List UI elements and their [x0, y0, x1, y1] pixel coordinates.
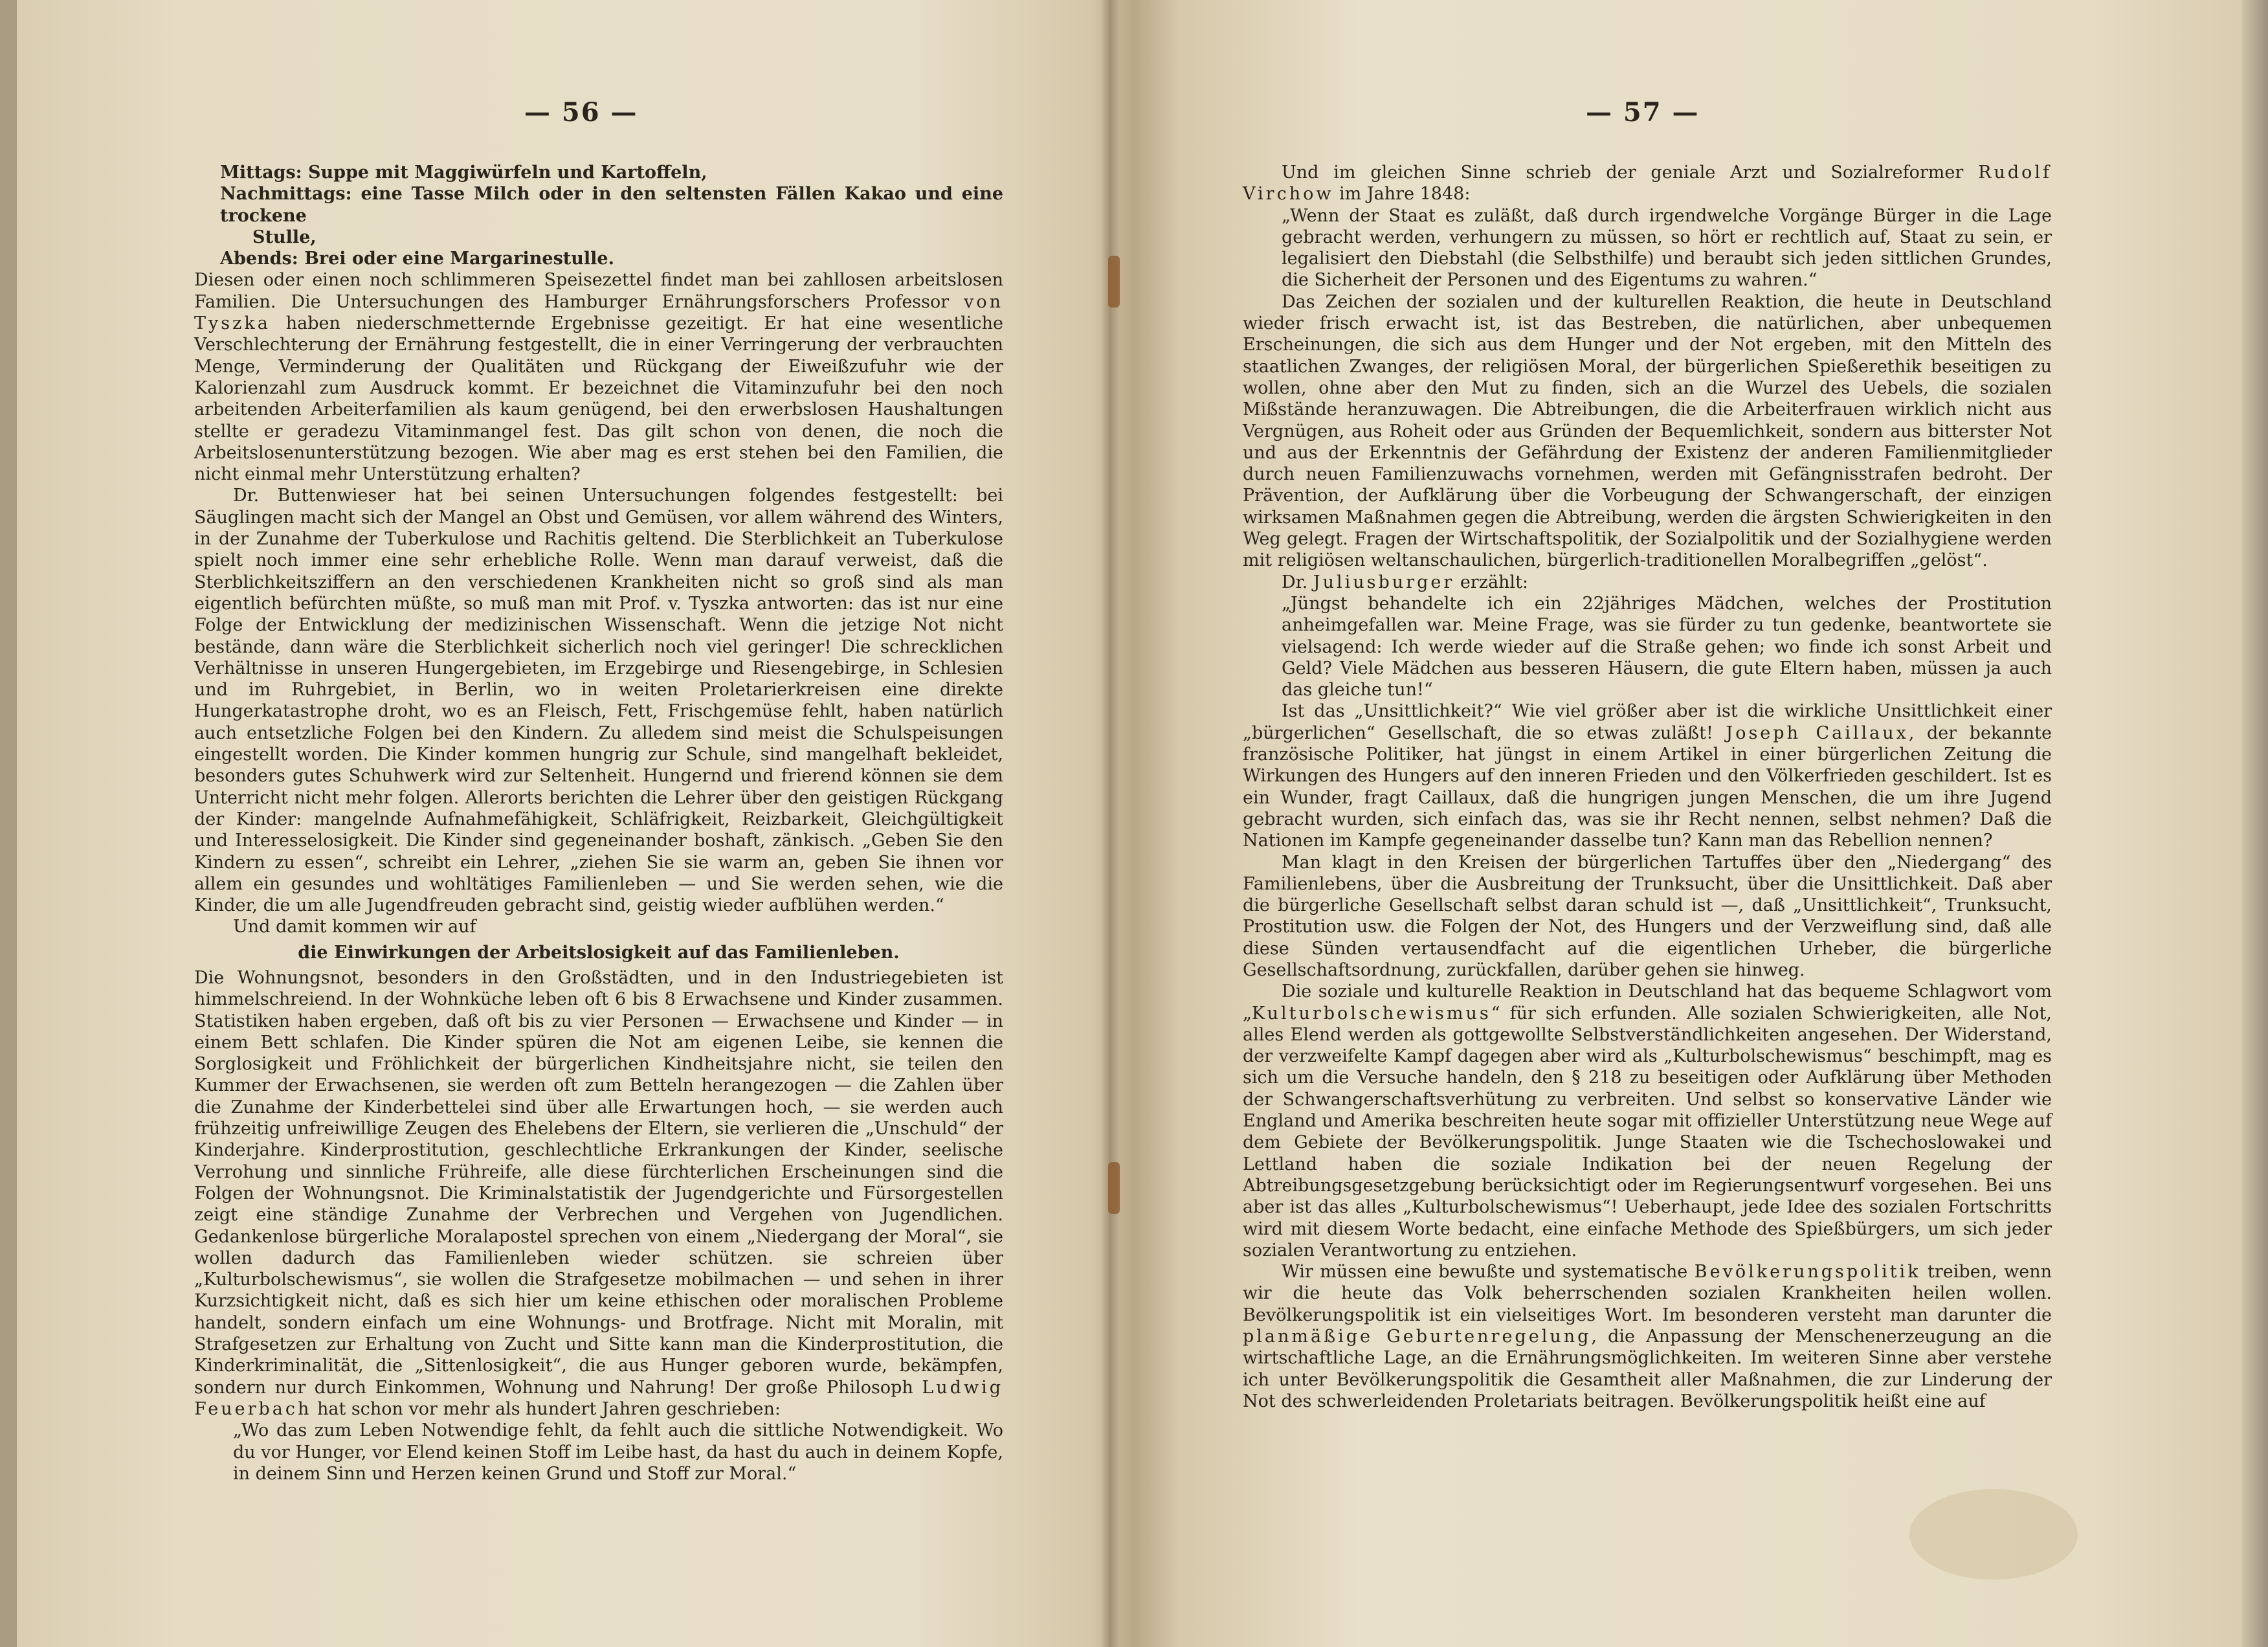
paragraph: Und damit kommen wir auf — [233, 917, 476, 937]
paragraph: Dr. Buttenwieser hat bei seinen Untersuchungen folgendes festgestellt: bei Säuglingen macht sich der Mangel an Obst und Gemüsen, vor allem während des Winters, in der Zunahme der Tuberkulose und Rachitis geltend. Die Sterblichkeit an Tuberkulose spielt noch immer eine sehr erhebliche Rolle. Wenn man darauf verweist, daß die Sterblichkeitsziffern an den verschiedenen Krankheiten nicht so groß sind als man eigentlich befürchten müßte, so muß man mit Prof. v. Tyszka antworten: das ist nur eine Folge der Entwicklung der medizinischen Wissenschaft. Wenn die jetzige Not nicht bestände, dann wäre die Sterblichkeit sicherlich noch viel geringer! Die schrecklichen Verhältnisse in unseren Hungergebieten, im Erzgebirge und Riesengebirge, in Schlesien und im Ruhrgebiet, in Berlin, wo in weiten Proletarierkreisen eine direkte Hungerkatastrophe droht, wo es an Fleisch, Fett, Frischgemüse fehlt, haben natürlich auch entsetzliche Folgen bei den Kindern. Zu alledem sind meist die Schulspeisungen eingestellt worden. Die Kinder kommen hungrig zur Schule, sind mangelhaft bekleidet, besonders gutes Schuhwerk wird zur Seltenheit. Hungernd und frierend können sie dem Unterricht nicht mehr folgen. Allerorts berichten die Lehrer über den geistigen Rückgang der Kinder: mangelnde Aufnahmefähigkeit, Schläfrigkeit, Reizbarkeit, Gleichgültigkeit und Interesselosigkeit. Die Kinder sind gegeneinander boshaft, zänkisch. „Geben Sie den Kindern zu essen“, schreibt ein Lehrer, „ziehen Sie sie warm an, geben Sie ihnen vor allem ein gesundes und wohltätiges Familienleben — und Sie werden sehen, wie die Kinder, die um alle Jugendfreuden gebracht sind, geistig wieder aufblühen werden.“ — [194, 486, 1003, 916]
staple-top — [1108, 256, 1120, 308]
menu-line: Nachmittags: eine Tasse Milch oder in den seltensten Fällen Kakao und eine trockene — [220, 184, 1003, 226]
page-number: — 57 — — [1586, 97, 1700, 128]
menu-line: Abends: Brei oder eine Margarinestulle. — [220, 249, 614, 269]
page-number: — 56 — — [524, 97, 638, 128]
paragraph: Das Zeichen der sozialen und der kulturellen Reaktion, die heute in Deutschland wieder frisch erwacht ist, ist das Bestreben, die natürlichen, aber unbequemen Erscheinungen, die sich aus dem Hunger und der Not ergeben, mit den Mitteln des staatlichen Zwanges, der religiösen Moral, der bürgerlichen Spießerethik beseitigen zu wollen, ohne aber den Mut zu finden, sich an die Wurzel des Uebels, die sozialen Mißstände heranzuwagen. Die Abtreibungen, die die Arbeiterfrauen wirklich nicht aus Vergnügen, aus Roheit oder aus Gründen der Bequemlichkeit, sondern aus bitterster Not und aus der Erkenntnis der Gefährdung der Existenz der anderen Familienmitglieder durch neuen Familienzuwachs vornehmen, werden mit Gefängnisstrafen bedroht. Der Prävention, der Aufklärung über die Vorbeugung der Schwangerschaft, der einzigen wirksamen Maßnahmen gegen die Abtreibung, werden die ärgsten Schwierigkeiten in den Weg gelegt. Fragen der Wirtschaftspolitik, der Sozialpolitik und der Sozialhygiene werden mit religiösen weltanschaulichen, bürgerlich-traditionellen Moralbegriffen „gelöst“. — [1243, 291, 2052, 571]
block-quote: „Wo das zum Leben Notwendige fehlt, da fehlt auch die sittliche Notwendigkeit. Wo du vor Hunger, vor Elend keinen Stoff im Leibe hast, da hast du auch in deinem Kopfe, in deinem Sinn und Herzen keinen Grund und Stoff zur Moral.“ — [233, 1420, 1003, 1484]
right-page — [1243, 0, 2052, 1647]
paragraph: Ist das „Unsittlichkeit?“ Wie viel größer aber ist die wirkliche Unsittlichkeit einer „bürgerlichen“ Gesellschaft, die so etwas zuläßt! Joseph Caillaux, der bekannte französische Politiker, hat jüngst in einem Artikel in einer bürgerlichen Zeitung die Wirkungen des Hungers auf den inneren Frieden und den Völkerfrieden geschildert. Ist es ein Wunder, fragt Caillaux, daß die hungrigen jungen Menschen, die um ihre Jugend gebracht wurden, sich einfach das, was sie ihr Recht nennen, selbst nehmen? Daß die Nationen im Kampfe gegeneinander dasselbe tun? Kann man das Rebellion nennen? — [1243, 701, 2052, 851]
menu-line: Stulle, — [252, 227, 317, 247]
paragraph: Die Wohnungsnot, besonders in den Großstädten, und in den Industriegebieten ist himmelschreiend. In der Wohnküche leben oft 6 bis 8 Erwachsene und Kinder zusammen. Statistiken haben ergeben, daß oft bis zu vier Personen — Erwachsene und Kinder — in einem Bett schlafen. Die Kinder spüren die Not am eigenen Leibe, sie kennen die Sorglosigkeit und Fröhlichkeit der bürgerlichen Kindheitsjahre nicht, sie teilen den Kummer der Erwachsenen, sie werden oft zum Betteln herangezogen — die Zahlen über die Zunahme der Kinderbettelei sind über alle Erwartungen hoch, — sie werden auch frühzeitig unfreiwillige Zeugen des Ehelebens der Eltern, sie verlieren die „Unschuld“ der Kinderjahre. Kinderprostitution, geschlechtliche Erkrankungen der Kinder, seelische Verrohung und sinnliche Frühreife, alle diese fürchterlichen Erscheinungen sind die Folgen der Wohnungsnot. Die Kriminalstatistik der Jugendgerichte und Fürsorgestellen zeigt eine ständige Zunahme der Verbrechen und Vergehen von Jugendlichen. Gedankenlose bürgerliche Moralapostel sprechen von einem „Niedergang der Moral“, sie wollen dadurch das Familienleben wieder schützen. sie schreien über „Kulturbolschewismus“, sie wollen die Strafgesetze mobilmachen — und sehen in ihrer Kurzsichtigkeit nicht, daß es sich hier um keine ethischen oder moralischen Probleme handelt, sondern einfach um eine Wohnungs- und Brotfrage. Nicht mit Moralin, mit Strafgesetzen zur Erhaltung von Zucht und Sitte kann man die Kinderprostitution, die Kinderkriminalität, die „Sittenlosigkeit“, die aus Hunger geboren wurde, bekämpfen, sondern nur durch Einkommen, Wohnung und Nahrung! Der große Philosoph Ludwig Feuerbach hat schon vor mehr als hundert Jahren geschrieben: — [194, 967, 1003, 1419]
section-heading: die Einwirkungen der Arbeitslosigkeit auf das Familienleben. — [298, 942, 900, 963]
staple-bottom — [1108, 1162, 1120, 1214]
left-page — [194, 0, 1003, 1647]
paragraph: Diesen oder einen noch schlimmeren Speisezettel findet man bei zahllosen arbeitslosen Familien. Die Untersuchungen des Hamburger Ernährungsforschers Professor von Tyszka haben niederschmetternde Ergebnisse gezeitigt. Er hat eine wesentliche Verschlechterung der Ernährung festgestellt, die in einer Verringerung der verbrauchten Menge, Verminderung der Qualitäten und Rückgang der Eiweißzufuhr wie der Kalorienzahl zum Ausdruck kommt. Er bezeichnet die Vitaminzufuhr bei den noch arbeitenden Arbeiterfamilien als kaum genügend, bei den erwerbslosen Haushaltungen stellte er geradezu Vitaminmangel fest. Das gilt schon von denen, die noch die Arbeitslosenunterstützung bezogen. Wie aber mag es erst stehen bei den Familien, die nicht einmal mehr Unterstützung erhalten? — [194, 270, 1003, 485]
left-book-edge — [0, 0, 17, 1647]
menu-line: Mittags: Suppe mit Maggiwürfeln und Kartoffeln, — [220, 162, 707, 183]
paragraph: Die soziale und kulturelle Reaktion in Deutschland hat das bequeme Schlagwort vom „Kulturbolschewismus“ für sich erfunden. Alle sozialen Schwierigkeiten, alle Not, alles Elend werden als gottgewollte Selbstverständlichkeiten angesehen. Der Widerstand, der verzweifelte Kampf dagegen aber wird als „Kulturbolschewismus“ beschimpft, mag es sich um die Versuche handeln, den § 218 zu beseitigen oder Aufklärung über Methoden der Schwangerschaftsverhütung zu verbreiten. Und selbst so konservative Länder wie England und Amerika beschreiten heute sogar mit offizieller Unterstützung neue Wege auf dem Gebiete der Bevölkerungspolitik. Junge Staaten wie die Tschechoslowakei und Lettland haben die soziale Indikation bei der neuen Regelung der Abtreibungsgesetzgebung berücksichtigt oder im Regierungsentwurf vorgesehen. Bei uns aber ist das alles „Kulturbolschewismus“! Ueberhaupt, jede Idee des sozialen Fortschritts wird mit diesem Worte bedacht, eine einfache Methode des Spießbürgers, um sich jeder sozialen Verantwortung zu entziehen. — [1243, 981, 2052, 1260]
paragraph: Dr. Juliusburger erzählt: — [1282, 572, 1529, 592]
paragraph: Wir müssen eine bewußte und systematische Bevölkerungspolitik treiben, wenn wir die heute das Volk beherrschenden sozialen Krankheiten heilen wollen. Bevölkerungspolitik ist ein vielseitiges Wort. Im besonderen versteht man darunter die planmäßige Geburtenregelung, die Anpassung der Menschenerzeugung an die wirtschaftliche Lage, an die Ernährungsmöglichkeiten. Im weiteren Sinne aber verstehe ich unter Bevölkerungspolitik die Gesamtheit aller Maßnahmen, die zur Linderung der Not des schwerleidenden Proletariats beitragen. Bevölkerungspolitik heißt eine auf — [1243, 1262, 2052, 1411]
paragraph: Und im gleichen Sinne schrieb der geniale Arzt und Sozialreformer Rudolf Virchow im Jahre 1848: — [1243, 162, 2052, 205]
right-book-edge — [2242, 0, 2268, 1647]
paragraph: Man klagt in den Kreisen der bürgerlichen Tartuffes über den „Niedergang“ des Familienlebens, über die Ausbreitung der Trunksucht, über die Unsittlichkeit. Daß aber die bürgerliche Gesellschaft selbst daran schuld ist —, daß „Unsittlichkeit“, Trunksucht, Prostitution usw. die Folgen der Not, des Hungers und der Verzweiflung sind, daß alle diese Sünden vertausendfacht auf die eigentlichen Urheber, die bürgerliche Gesellschaftsordnung, zurückfallen, darüber gehen sie hinweg. — [1243, 852, 2052, 980]
page-body — [1243, 162, 2052, 1412]
block-quote: „Wenn der Staat es zuläßt, daß durch irgendwelche Vorgänge Bürger in die Lage gebracht werden, verhungern zu müssen, so hört er rechtlich auf, Staat zu sein, er legalisiert den Diebstahl (die Selbsthilfe) und beraubt sich jeden sittlichen Grundes, die Sicherheit der Personen und des Eigentums zu wahren.“ — [1282, 205, 2052, 291]
page-body — [194, 162, 1003, 1485]
book-gutter — [1100, 0, 1120, 1647]
block-quote: „Jüngst behandelte ich ein 22jähriges Mädchen, welches der Prostitution anheimgefallen war. Meine Frage, was sie fürder zu tun gedenke, beantwortete sie vielsagend: Ich werde wieder auf die Straße gehen; wo finde ich sonst Arbeit und Geld? Viele Mädchen aus besseren Häusern, die gute Eltern haben, müssen ja auch das gleiche tun!“ — [1282, 593, 2052, 700]
